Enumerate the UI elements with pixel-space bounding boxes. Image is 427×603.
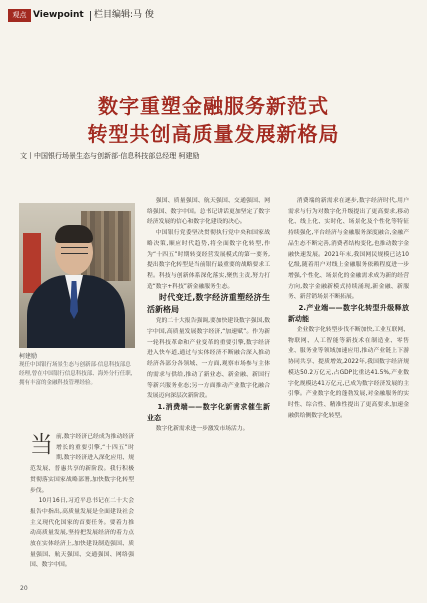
paragraph-text: 前,数字经济已经成为推动经济增长的重要引擎,“十四五”时期,数字经济进入深化应用、规范发展、普惠共享的新阶段。我行积极贯彻落实国家战略部署,加快数字化转型步伐。 (30, 434, 134, 494)
page-number: 20 (20, 585, 28, 592)
column-editor: 栏目编辑:马 俊 (94, 10, 154, 20)
paragraph: 10月16日,习近平总书记在二十大会报告中指出,高质量发展是全面建设社会主义现代化国家的首要任务。要着力推动高质量发展,坚持把发展经济的着力点放在实体经济上,加快建设制造强国、质量强国、航天强国、交通强国、网络强国、数字中国。 (30, 498, 134, 569)
glasses-graphic (61, 247, 88, 254)
paragraph: 强国、质量强国、航天强国、交通强国、网络强国、数字中国。总书记讲话更加坚定了数字经济发展的信心和数字化建设的决心。 (147, 198, 270, 226)
article-column-1 (30, 432, 134, 571)
column-header (0, 8, 427, 24)
author-photo (19, 203, 135, 348)
paragraph: 数字化新需求进一步激发市场活力。 (155, 425, 249, 432)
article-column-2 (147, 196, 270, 435)
flag-graphic (23, 233, 41, 293)
paragraph: 党的二十大报告强调,要加快建设数字强国,数字中国,高质量发展数字经济,“加速赋”。作为新一轮科技革命和产业变革的重要引擎,数字经济进入快车道,通过与实体经济不断融合深入推动经济各部分各领域、一方面,观察市场参与主体的需求与供给,推动了新业态、新金融、新国行等新兴服务业态;另一方面推动产业数字化融合发展迈向深层次新阶段。 (147, 318, 270, 400)
subsection-heading: 1.消费端——数字化新需求催生新业态 (147, 402, 270, 422)
photo-caption: 现任中国银行场景生态与创新部·信息科技部总经理,曾在中国银行信息科技部、海外分行任职,拥有丰富的金融科技管理经验。 (19, 362, 133, 386)
photo-caption-name: 柯建励 (19, 353, 38, 360)
article-title-line-2: 转型共创高质量发展新格局 (87, 122, 340, 146)
paragraph: 企业数字化转型步伐不断加快,工业互联网、物联网、人工智能等新技术在制造业、零售业、服务业等领域加速应用,推动产业链上下游协同共享、提质增效,2022年,我国数字经济规模达50.2万亿元,占GDP比重达41.5%,产业数字化规模达41万亿元,已成为数字经济发展的主引擎。产业数字化的蓬勃发展,对金融服务的实时性、综合性、精准性提出了更高要求,加速金融供给侧数字化转型。 (288, 327, 409, 419)
paragraph (30, 432, 134, 496)
paragraph: 消费端的新需求在逐步,数字经济时代,用户需求与行为对数字化升级提出了更高要求,移动化、线上化、实时化、场景化及个性化等特征持续强化,平台经济与金融服务深度融合,金融产品生态不断完善,消费者结构变化,也推动数字金融快速发展。2021年末,我国网民规模已达10亿级,随着用户对线上金融服务依赖程度进一步增强,个性化、场景化的金融需求成为新的经营方向,数字金融新模式持续涌现,新金融、新服务、新营销场景不断拓展。 (288, 198, 409, 301)
header-divider (90, 11, 91, 21)
section-heading: 时代变迁,数字经济重塑经济生活新格局 (147, 293, 270, 315)
article-title-line-1: 数字重塑金融服务新范式 (98, 94, 329, 118)
paragraph: 中国银行党委坚决贯彻执行党中央和国家战略决策,顺应时代趋势,将全面数字化转型,作为“十四五”时期转变经营发展模式的第一要务,提出数字化转型是当前银行最重要的战略要求工程。科技与创新体系深化落实,聚焦主责,努力打造“数字+科技”新金融服务生态。 (147, 230, 270, 290)
section-badge: 观点 (8, 9, 31, 22)
author-byline: 文丨中国银行场景生态与创新部·信息科技部总经理 柯建励 (20, 152, 200, 160)
drop-cap: 当 (30, 432, 53, 458)
section-name: Viewpoint (33, 10, 84, 20)
article-column-3 (288, 196, 409, 421)
hair-graphic (55, 225, 93, 243)
subsection-heading: 2.产业端——数字化转型升级释放新动能 (288, 304, 409, 324)
